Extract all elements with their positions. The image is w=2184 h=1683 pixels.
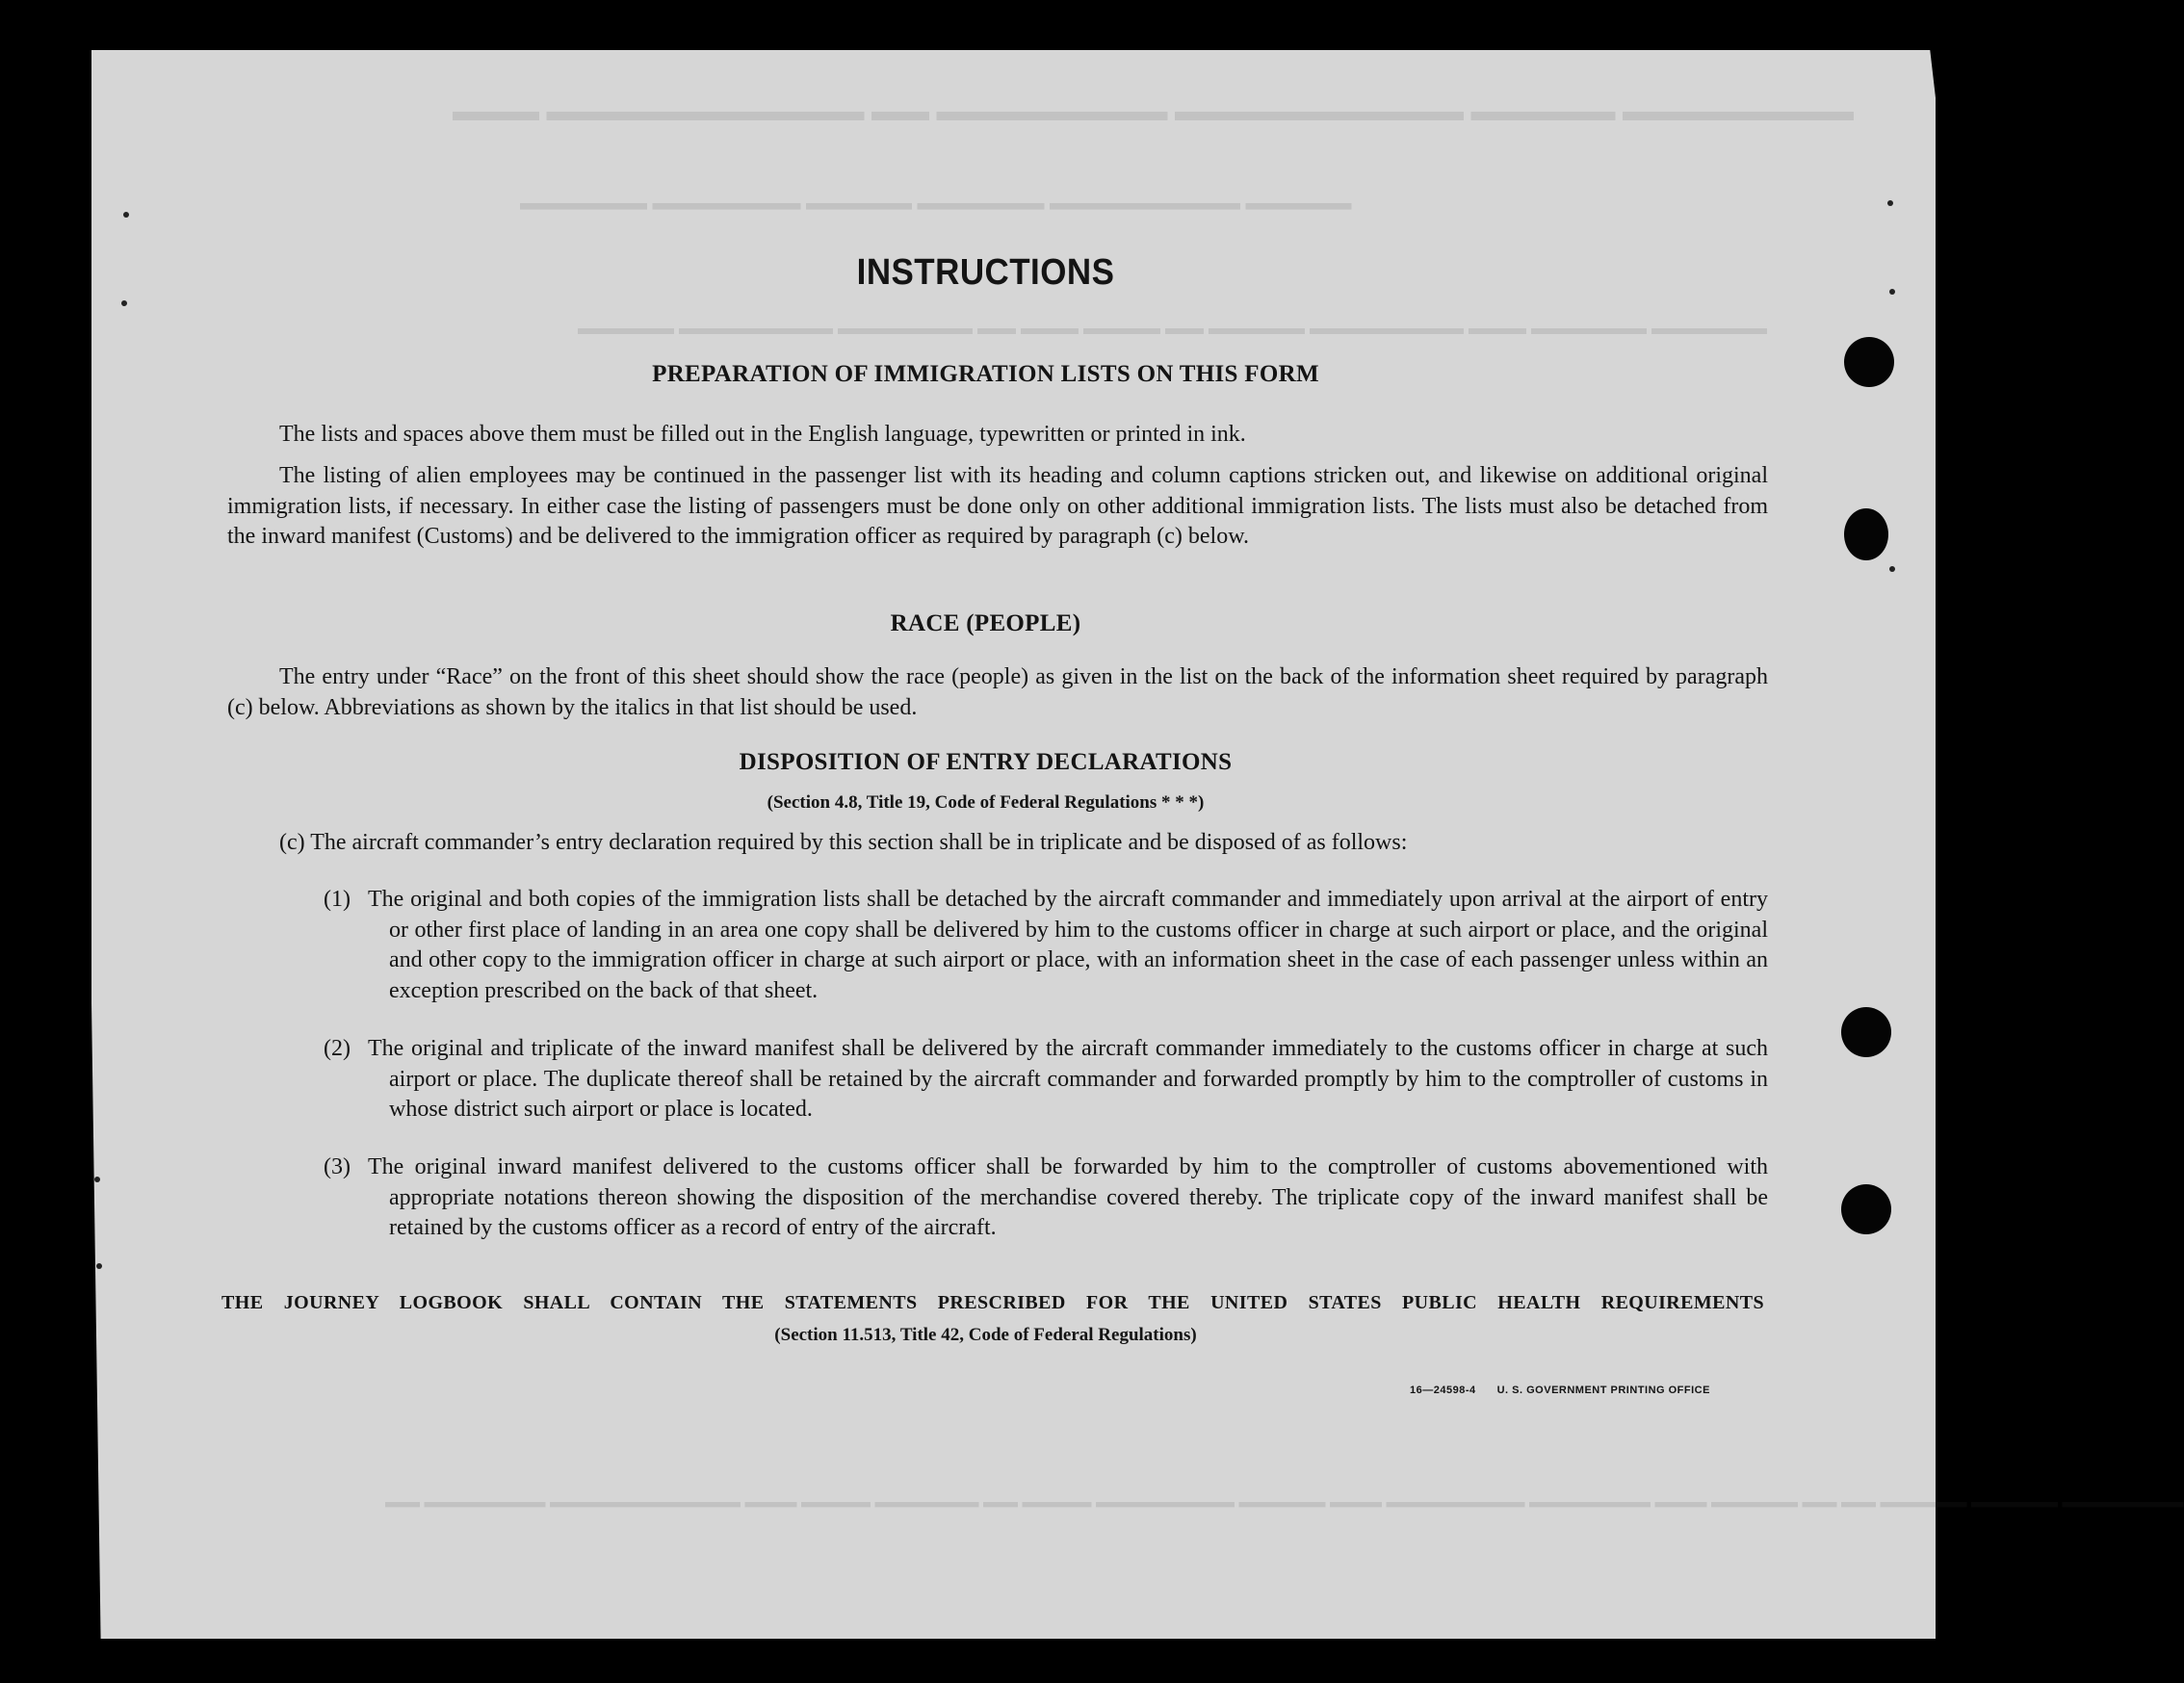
punch-hole [1844, 337, 1894, 387]
health-requirements-statement: THE JOURNEY LOGBOOK SHALL CONTAIN THE STATEMENTS PRESCRIBED FOR THE UNITED STATES PUBLIC HEALTH REQUIREMENTS [221, 1292, 1764, 1313]
heading-disposition: DISPOSITION OF ENTRY DECLARATIONS [739, 749, 1233, 775]
list-item-text: The original inward manifest delivered to the customs officer shall be forwarded by him to the comptroller of customs abovementioned with appropriate notations thereon showing the disposition of the merchandise covered thereby. The triplicate copy of the inward manifest shall be retained by the customs officer as a record of entry of the aircraft. [368, 1154, 1768, 1240]
paragraph-race: The entry under “Race” on the front of this sheet should show the race (people) as given in the list on the back of the information sheet required by paragraph (c) below. Abbreviations as shown by the italics in that list should be used. [227, 664, 1768, 720]
punch-hole [1844, 508, 1888, 560]
list-item-text: The original and triplicate of the inward manifest shall be delivered by the aircraft commander immediately to the customs officer in charge at such airport or place. The duplicate thereof shall be retained by the aircraft commander and forwarded promptly by him to the comptroller of customs in whose district such airport or place is located. [368, 1036, 1768, 1122]
list-item-number: (2) [324, 1036, 351, 1061]
page-title: INSTRUCTIONS [856, 252, 1115, 293]
heading-race: RACE (PEOPLE) [890, 610, 1081, 636]
punch-hole [1841, 1184, 1891, 1234]
citation-title-19: (Section 4.8, Title 19, Code of Federal Regulations * * *) [767, 792, 1205, 813]
list-item-1 [324, 885, 1768, 1006]
scan-speck [94, 1177, 100, 1182]
citation-title-42: (Section 11.513, Title 42, Code of Federal Regulations) [774, 1325, 1197, 1345]
list-item-number: (3) [324, 1154, 351, 1179]
paragraph-english-language: The lists and spaces above them must be filled out in the English language, typewritten or printed in ink. [279, 422, 1246, 447]
scan-speck [1889, 289, 1895, 295]
paragraph-c: (c) The aircraft commander’s entry declaration required by this section shall be in triplicate and be disposed of as follows: [279, 830, 1408, 855]
form-number: 16—24598-4 [1410, 1385, 1476, 1396]
printer-name: U. S. GOVERNMENT PRINTING OFFICE [1496, 1385, 1710, 1396]
scan-speck [121, 300, 127, 306]
scan-speck [1887, 200, 1893, 206]
list-item-2 [324, 1034, 1768, 1126]
scan-speck [96, 1263, 102, 1269]
paragraph-alien-employees: The listing of alien employees may be continued in the passenger list with its heading and column captions stricken out, and likewise on additional original immigration lists, if necessary. In either case the listing of passengers must be done only on other additional immigration lists. The lists must also be detached from the inward manifest (Customs) and be delivered to the immigration officer as required by paragraph (c) below. [227, 463, 1768, 549]
bleed-through-text: ▬▬▬▬▬ ▬▬▬▬▬▬▬ [1971, 1498, 2184, 1517]
scan-speck [1889, 566, 1895, 572]
heading-preparation: PREPARATION OF IMMIGRATION LISTS ON THIS FORM [652, 361, 1319, 387]
list-item-3 [324, 1152, 1768, 1244]
list-item-text: The original and both copies of the immigration lists shall be detached by the aircraft commander and immediately upon arrival at the airport of entry or other first place of landing in an area one copy shall be delivered by him to the customs officer in charge at such airport or place, and the original and other copy to the immigration officer in charge at such airport or place, with an information sheet in the case of each passenger unless within an exception prescribed on the back of that sheet. [368, 887, 1768, 1003]
scan-speck [123, 212, 129, 218]
punch-hole [1841, 1007, 1891, 1057]
list-item-number: (1) [324, 887, 351, 912]
printer-imprint [1410, 1385, 1710, 1396]
